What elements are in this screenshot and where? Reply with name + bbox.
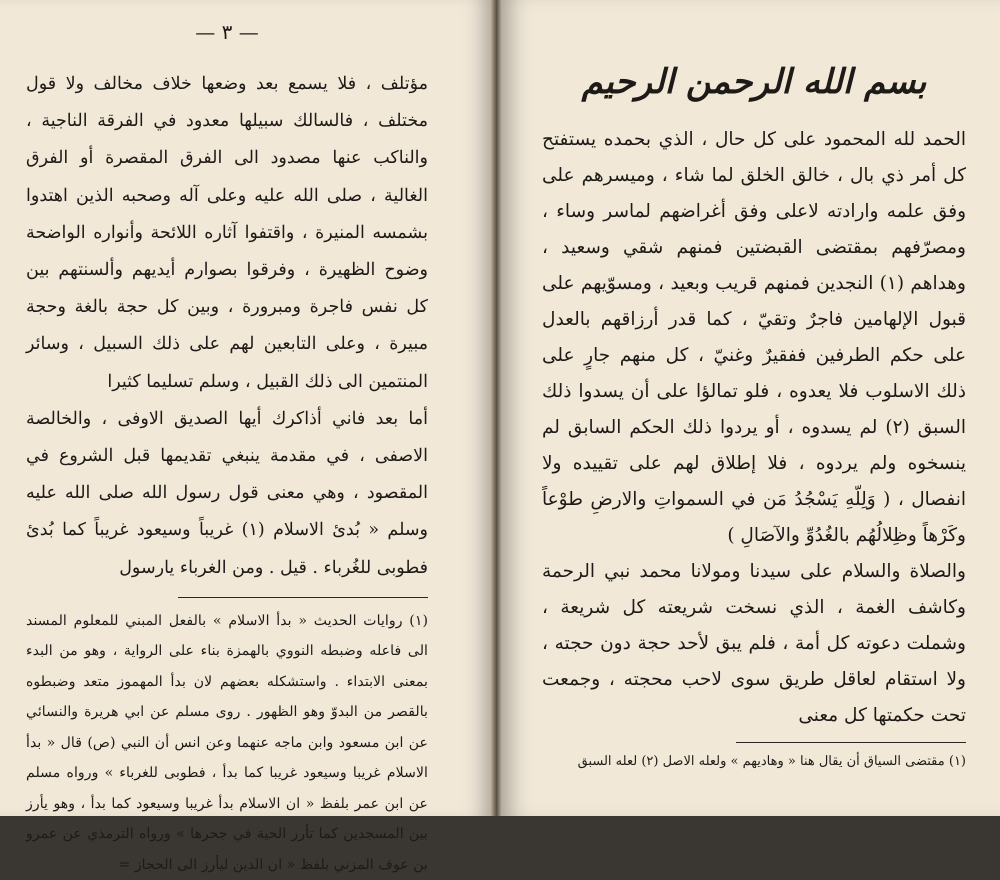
basmala-calligraphy: بسم الله الرحمن الرحيم <box>581 62 927 102</box>
right-page <box>502 0 1000 816</box>
right-footnote <box>542 749 966 775</box>
footnote-divider <box>178 597 428 598</box>
footnote-divider <box>736 742 966 743</box>
left-footnote-text: (١) روايات الحديث « بدأ الاسلام » بالفعل المبني للمعلوم المسند الى فاعله وضبطه النووي بالهمزة بناء على الرواية ، وهو من البدء بمعنى الابتداء . واستشكله بعضهم لان بدأ المهموز متعد وضبطوه بالقصر من البدوّ وهو الظهور . روى مسلم عن ابي هريرة والنسائي عن ابن مسعود وابن ماجه عنهما وعن انس أن النبي (ص) قال « بدأ الاسلام غريبا وسيعود غريبا كما بدأ ، فطوبى للغرباء » ورواه مسلم عن ابن عمر بلفظ « ان الاسلام بدأ غريبا وسيعود كما بدأ ، وهو يأرز بين المسجدين كما تأرز الحية في جحرها » ورواه الترمذي عن عمرو بن عوف المزني بلفظ « ان الدين ليأرز الى الحجاز = <box>26 612 428 873</box>
page-number: — ٣ — <box>195 20 259 44</box>
right-footnote-text: (١) مقتضى السياق أن يقال هنا « وهاديهم » ولعله الاصل (٢) لعله السبق <box>577 754 966 769</box>
left-page <box>0 0 490 873</box>
left-body <box>26 66 428 587</box>
left-paragraph-2: أما بعد فاني أذاكرك أيها الصديق الاوفى ، والخالصة الاصفى ، في مقدمة ينبغي تقديمها قبل الشروع في المقصود ، وهي معنى قول رسول الله صلى الله عليه وسلم « بُدئ الاسلام (١) غريباً وسيعود غريباً كما بُدئ فطوبى للغُرباء . قيل . ومن الغرباء يارسول <box>26 408 428 578</box>
right-paragraph-1: الحمد لله المحمود على كل حال ، الذي بحمده يستفتح كل أمر ذي بال ، خالق الخلق لما شاء ، وميسرهم على وفق علمه وارادته لاعلى وفق أغراضهم لماسر وساء ، ومصرّفهم بمقتضى القبضتين فمنهم شقي وسعيد ، وهداهم (١) النجدين فمنهم قريب وبعيد ، ومسوّيهم على قبول الإلهامين فاجرٌ وتقيّ ، كما قدر أرزاقهم بالعدل على حكم الطرفين ففقيرٌ وغنيّ ، كل منهم جارٍ على ذلك الاسلوب فلا يعدوه ، فلو تمالؤا على أن يسدوا ذلك السبق (٢) لم يسدوه ، أو يردوا ذلك الحكم السابق لم ينسخوه ولم يردوه ، فلا إطلاق لهم على تقييده ولا انفصال ، ( وَلِلّهِ يَسْجُدُ مَن في السمواتِ والارضِ طوْعاً وكَرْهاً وظِلالُهُم بالغُدُوِّ والآصَالِ ) <box>542 129 967 546</box>
left-paragraph-1: مؤتلف ، فلا يسمع بعد وضعها خلاف مخالف ولا قول مختلف ، فالسالك سبيلها معدود في الفرقة الناجية ، والناكب عنها مصدود الى الفرق المقصرة أو الفرق الغالية ، صلى الله عليه وعلى آله وصحبه الذين اهتدوا بشمسه المنيرة ، واقتفوا آثاره اللائحة وأنواره الواضحة وضوح الظهيرة ، وفرقوا بصوارم أيديهم وألسنتهم بين كل نفس فاجرة ومبرورة ، وبين كل حجة بالغة وحجة مبيرة ، وعلى التابعين لهم على ذلك السبيل ، وسائر المنتمين الى ذلك القبيل ، وسلم تسليما كثيرا <box>26 74 428 392</box>
right-body <box>542 122 966 734</box>
right-paragraph-2: والصلاة والسلام على سيدنا ومولانا محمد نبي الرحمة وكاشف الغمة ، الذي نسخت شريعته كل شريعة ، وشملت دعوته كل أمة ، فلم يبق لأحد حجة دون حجته ، ولا استقام لعاقل طريق سوى لاحب محجته ، وجمعت تحت حكمتها كل معنى <box>542 561 966 726</box>
left-footnote <box>26 606 428 880</box>
book-gutter <box>490 0 502 816</box>
